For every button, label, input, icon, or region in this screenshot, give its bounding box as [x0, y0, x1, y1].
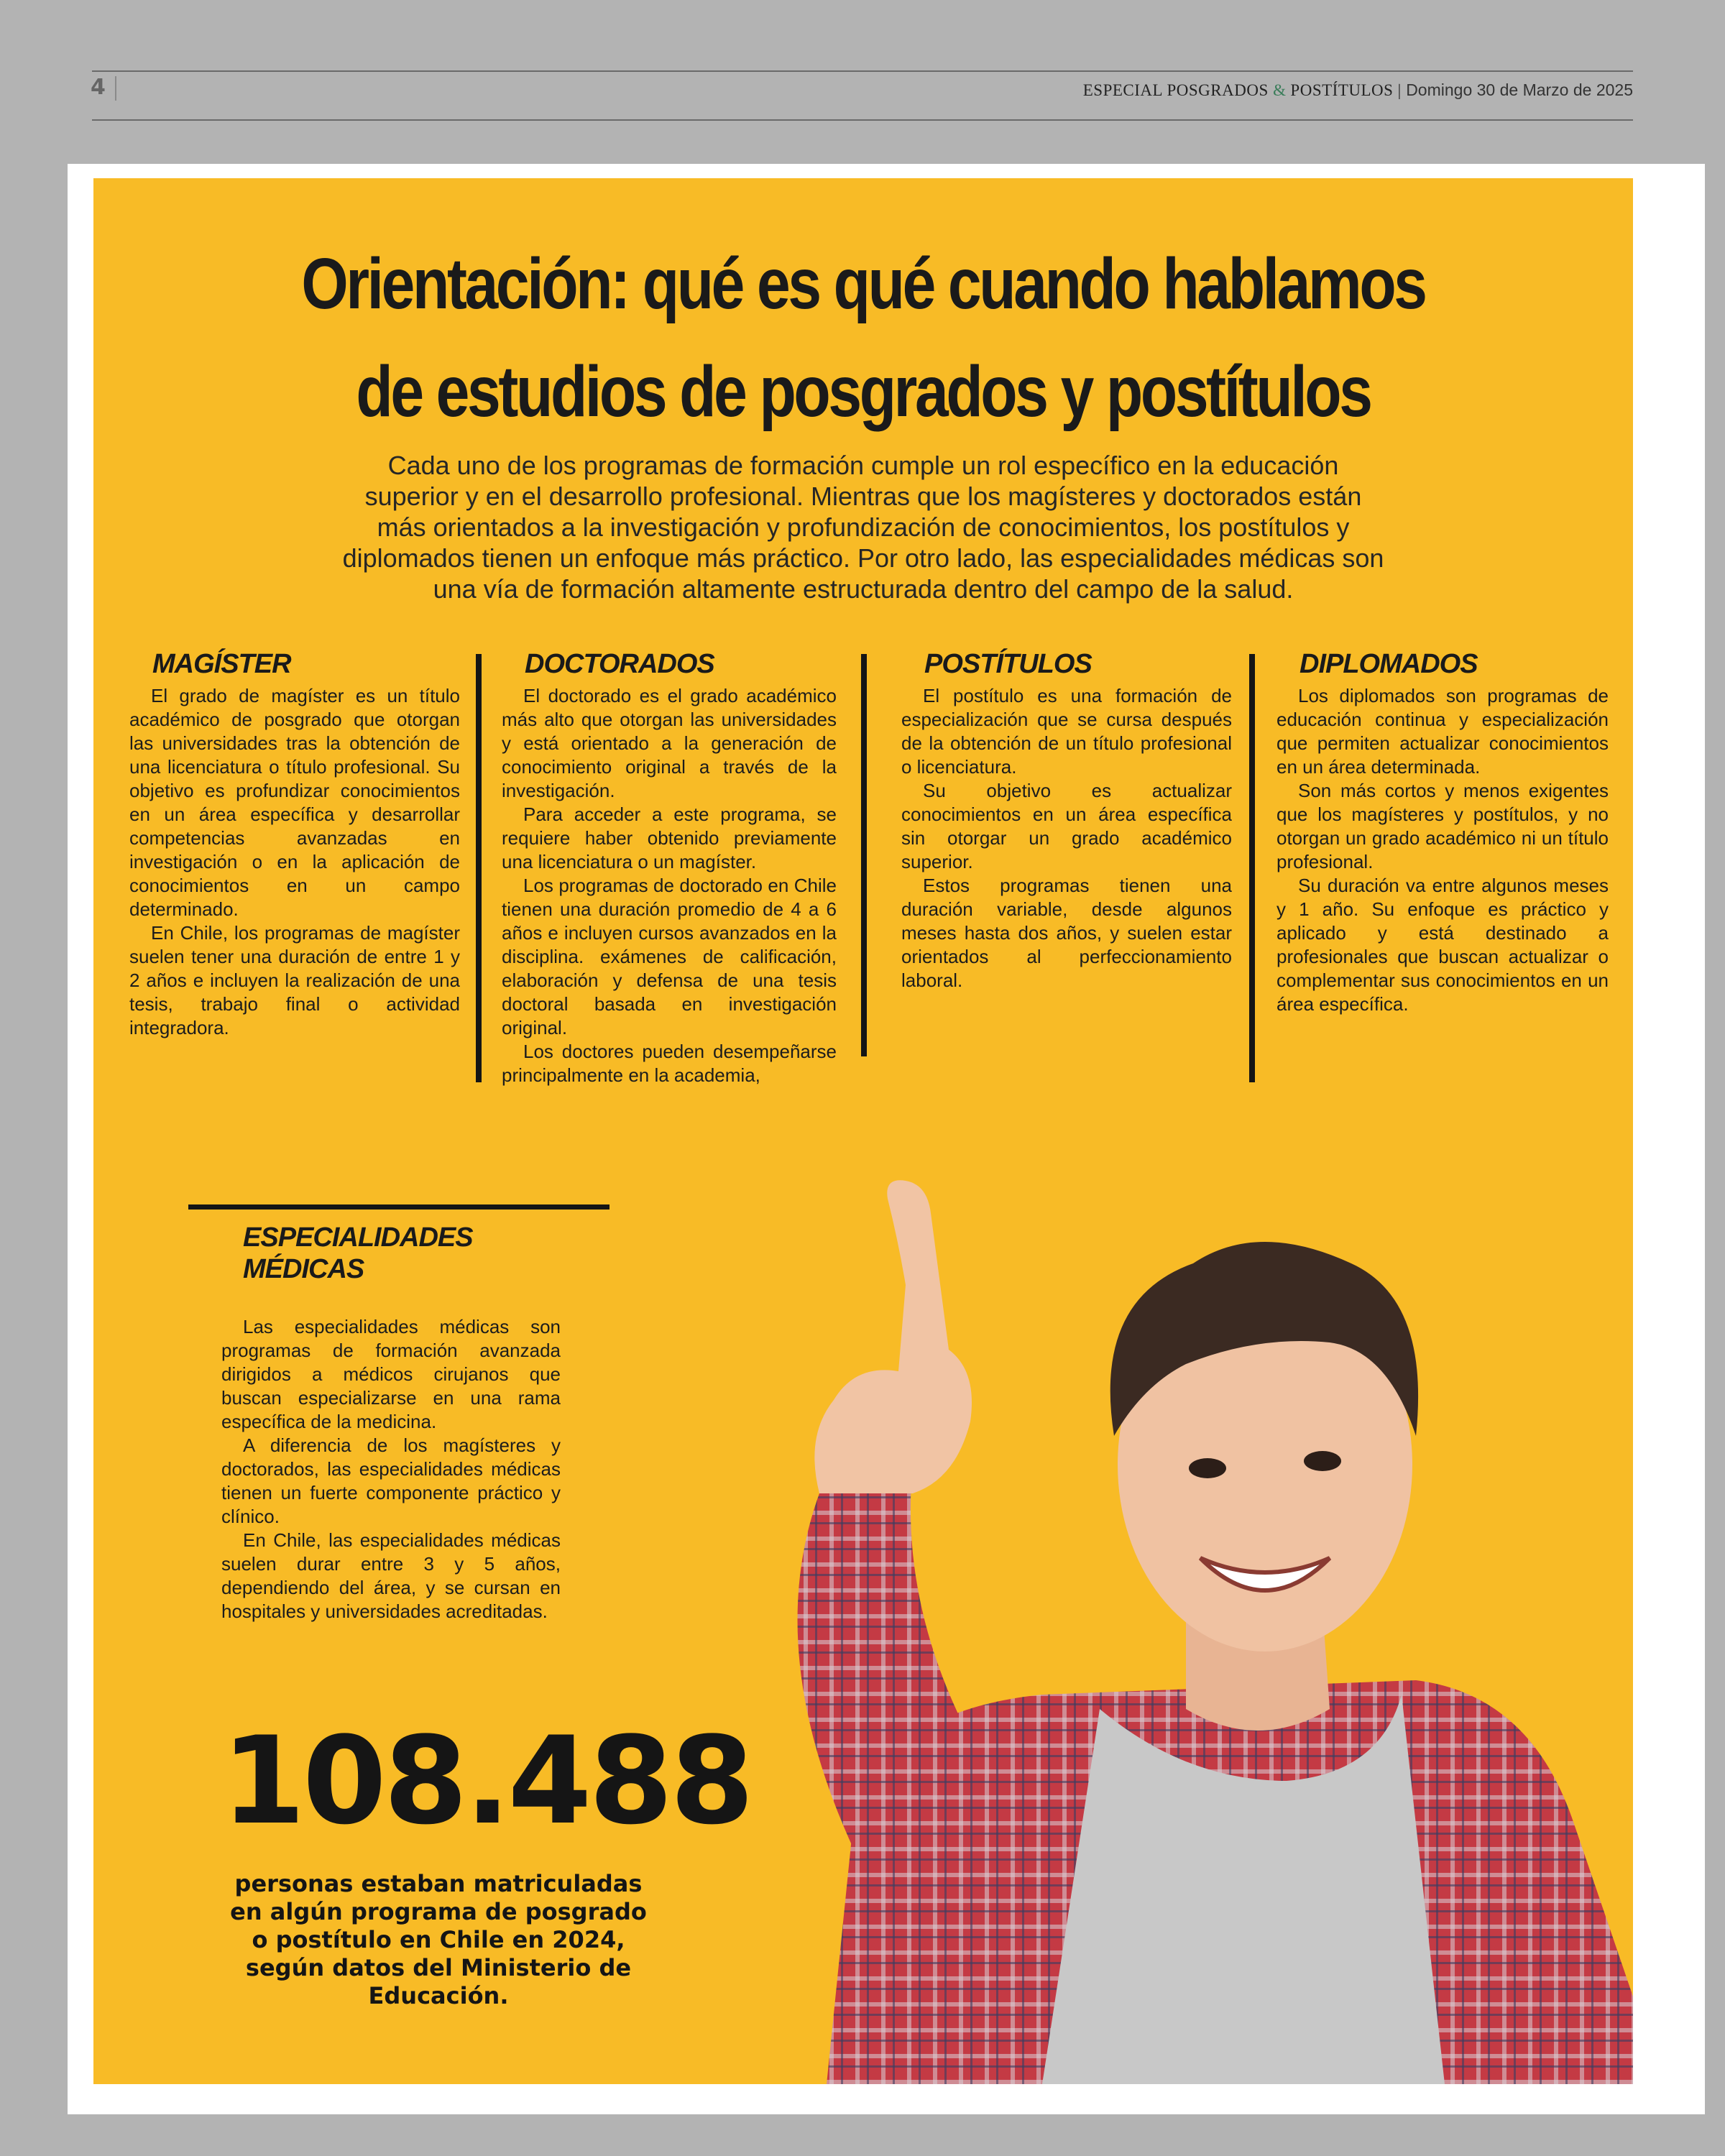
especialidades-heading	[221, 1222, 561, 1285]
student-pointing-photo	[640, 1062, 1633, 2084]
especialidades-paragraph: En Chile, las especialidades médicas suelen durar entre 3 y 5 años, dependiendo del área, y se cursan en hospitales y universidades acreditadas.	[221, 1529, 561, 1622]
column-paragraph: Los diplomados son programas de educación continua y especialización que permiten actualizar conocimientos en un área determinada.	[1276, 685, 1609, 778]
column-paragraph: Son más cortos y menos exigentes que los magísteres y postítulos, y no otorgan un grado académico ni un título profesional.	[1276, 780, 1609, 872]
stat-caption: personas estaban matriculadas en algún programa de posgrado o postítulo en Chile en 2024, según datos del Ministerio de Educación.	[230, 1870, 647, 2009]
header-rule-top	[92, 70, 1633, 72]
column-divider	[476, 654, 482, 1082]
section-header	[1083, 80, 1633, 100]
column-heading: MAGÍSTER	[152, 649, 291, 679]
column-heading: POSTÍTULOS	[924, 649, 1092, 679]
column-heading: DOCTORADOS	[525, 649, 714, 679]
stat-number: 108.488	[221, 1710, 752, 1851]
especialidades-section	[221, 1222, 561, 1623]
column-paragraph: Los programas de doctorado en Chile tienen una duración promedio de 4 a 6 años e incluyen cursos avanzados en la disciplina. exámenes de calificación, elaboración y defensa de una tesis doctoral basada en investigación original.	[502, 875, 837, 1038]
especialidades-rule	[188, 1204, 610, 1210]
especialidades-paragraph: A diferencia de los magísteres y doctorados, las especialidades médicas tienen un fuerte componente práctico y clínico.	[221, 1434, 561, 1527]
issue-date: Domingo 30 de Marzo de 2025	[1406, 80, 1633, 99]
header-rule-bottom	[92, 119, 1633, 121]
article-title-line-2: de estudios de posgrados y postítulos	[356, 351, 1371, 432]
column-postitulos	[901, 648, 1232, 992]
right-eye	[1304, 1451, 1341, 1471]
column-paragraph: El doctorado es el grado académico más alto que otorgan las universidades y está orientado a la generación de conocimiento original a través de la investigación.	[502, 685, 837, 801]
page-number-divider	[115, 76, 116, 101]
article-panel	[93, 178, 1633, 2084]
article-title	[216, 230, 1509, 446]
column-heading: DIPLOMADOS	[1300, 649, 1478, 679]
especialidades-heading-line-2: MÉDICAS	[243, 1254, 364, 1284]
column-doctorados	[502, 648, 837, 1087]
left-eye	[1189, 1458, 1226, 1478]
column-magister	[129, 648, 460, 1040]
column-divider	[861, 654, 867, 1056]
section-name-left: ESPECIAL POSGRADOS	[1082, 81, 1269, 99]
column-paragraph: Estos programas tienen una duración variable, desde algunos meses hasta dos años, y suelen estar orientados al perfeccionamiento laboral.	[901, 875, 1232, 991]
column-paragraph: El grado de magíster es un título académico de posgrado que otorgan las universidades tras la obtención de una licenciatura o título profesional. Su objetivo es profundizar conocimientos en un área específica y desarrollar competencias avanzadas en investigación o en la aplicación de conocimientos en un campo determinado.	[129, 685, 460, 920]
column-paragraph: Para acceder a este programa, se requiere haber obtenido previamente una licenciatura o un magíster.	[502, 803, 837, 872]
column-divider	[1249, 654, 1255, 1082]
column-paragraph: En Chile, los programas de magíster suelen tener una duración de entre 1 y 2 años e incluyen la realización de una tesis, trabajo final o actividad integradora.	[129, 922, 460, 1038]
pointing-hand	[814, 1180, 972, 1493]
column-paragraph: El postítulo es una formación de especialización que se cursa después de la obtención de un título profesional o licenciatura.	[901, 685, 1232, 778]
column-diplomados	[1276, 648, 1609, 1016]
page-number: 4	[91, 75, 106, 100]
section-ampersand: &	[1273, 81, 1287, 99]
especialidades-heading-line-1: ESPECIALIDADES	[243, 1222, 473, 1253]
column-paragraph: Su objetivo es actualizar conocimientos en un área específica sin otorgar un grado académico superior.	[901, 780, 1232, 872]
article-title-line-1: Orientación: qué es qué cuando hablamos	[301, 244, 1425, 324]
article-intro: Cada uno de los programas de formación cumple un rol específico en la educación superior y en el desarrollo profesional. Mientras que los magísteres y doctorados están más orientados a la investigación y profundización de conocimientos, los postítulos y diplomados tienen un enfoque más práctico. Por otro lado, las especialidades médicas son una vía de formación altamente estructurada dentro del campo de la salud.	[342, 451, 1384, 604]
section-name-right: POSTÍTULOS |	[1290, 81, 1402, 99]
column-paragraph: Los doctores pueden desempeñarse principalmente en la academia,	[502, 1041, 837, 1086]
column-paragraph: Su duración va entre algunos meses y 1 año. Su enfoque es práctico y aplicado y está destinado a profesionales que buscan actualizar o complementar sus conocimientos en un área específica.	[1276, 875, 1609, 1015]
especialidades-paragraph: Las especialidades médicas son programas de formación avanzada dirigidos a médicos cirujanos que buscan especializarse en una rama específica de la medicina.	[221, 1316, 561, 1432]
